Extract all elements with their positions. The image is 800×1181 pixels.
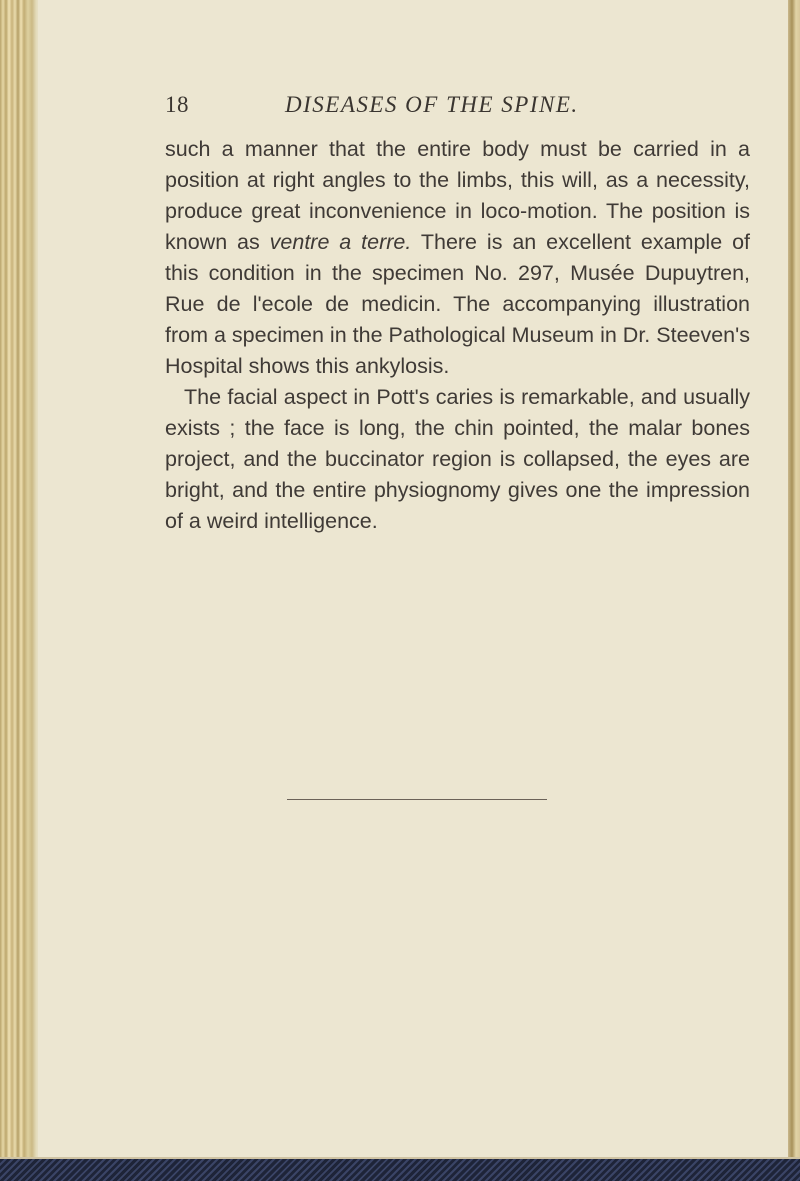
- paragraph-1: [165, 134, 750, 382]
- book-gutter: [0, 0, 40, 1181]
- running-head: [165, 92, 755, 118]
- page-number: 18: [165, 92, 189, 117]
- page-right-edge: [788, 0, 800, 1181]
- paragraph-1-text-b: There is an excellent example of this condition in the specimen No. 297, Musée Dupuytren, Rue de l'ecole de medicin. The accompanying illustration from a specimen in the Pathological Museum in Dr. Steeven's Hospital shows this ankylosis.: [165, 230, 750, 378]
- end-rule: [287, 799, 547, 800]
- running-title: DISEASES OF THE SPINE.: [285, 92, 579, 117]
- paragraph-1-italic-term: ventre a terre.: [269, 230, 412, 254]
- paragraph-2: The facial aspect in Pott's caries is remarkable, and usually exists ; the face is long, the chin pointed, the malar bones project, and the buccinator region is collapsed, the eyes are bright, and the entire physiognomy gives one the impression of a weird intelligence.: [165, 385, 750, 533]
- body-text: [165, 134, 750, 537]
- paragraph-1-text-a: such a manner that the entire body must be carried in a position at right angles to the limbs, this will, as a necessity, produce great inconvenience in loco-motion. The position is known as: [165, 137, 750, 254]
- binding-cloth-band: [0, 1157, 800, 1181]
